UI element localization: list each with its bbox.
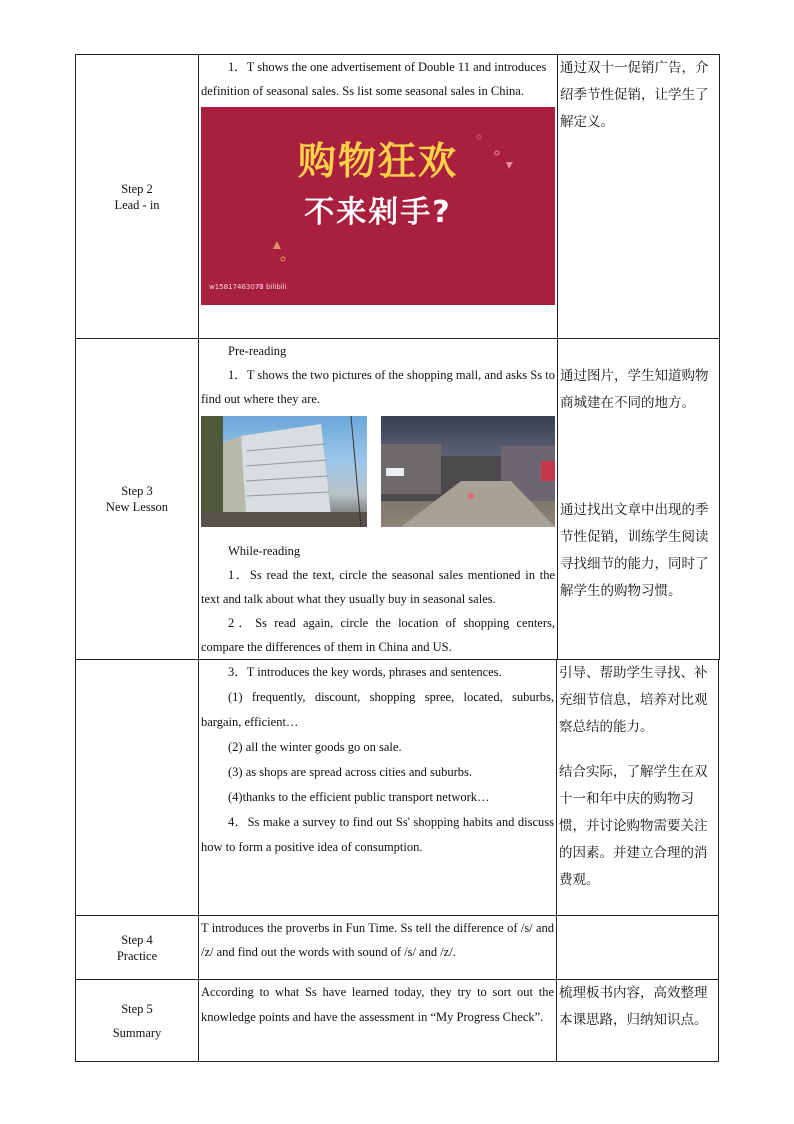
mall-photo-street xyxy=(201,416,367,527)
step5-content xyxy=(199,980,557,1062)
pre-reading-heading: Pre-reading xyxy=(228,344,287,358)
item3-sub4: (4)thanks to the efficient public transport network… xyxy=(228,790,490,804)
mall-photo-plaza xyxy=(381,416,555,527)
mall-photos xyxy=(201,416,555,527)
step3-note1: 通过图片，学生知道购物商城建在不同的地方。 xyxy=(560,368,709,411)
step4-label: Step 4 xyxy=(121,932,153,947)
banner-line1: 购物狂欢 xyxy=(297,139,458,183)
item3-sub2: (2) all the winter goods go on sale. xyxy=(228,740,402,754)
step3-cont-cell xyxy=(76,660,199,916)
mall-photo-plaza-drawing xyxy=(381,416,555,527)
while-reading-item1: 1．Ss read the text, circle the seasonal sales mentioned in the text and talk about what they usually buy in seasonal sales. xyxy=(201,568,555,606)
step5-stage: Summary xyxy=(112,1025,162,1040)
step3-content xyxy=(199,339,558,660)
lesson-plan-table-bottom xyxy=(75,659,719,1062)
step2-row xyxy=(76,55,720,339)
step2-label: Step 2 xyxy=(121,181,153,196)
step5-note: 梳理板书内容，高效整理本课思路，归纳知识点。 xyxy=(557,980,719,1062)
lesson-plan-table-top xyxy=(75,54,720,660)
step3-cont-note1: 引导、帮助学生寻找、补充细节信息，培养对比观察总结的能力。 xyxy=(559,665,708,735)
step2-content xyxy=(199,55,558,339)
step4-content xyxy=(199,916,557,980)
while-reading-item2: 2．Ss read again, circle the location of shopping centers, compare the differences of them in China and US. xyxy=(201,616,555,654)
pre-reading-item: 1．T shows the two pictures of the shopping mall, and asks Ss to find out where they are. xyxy=(201,368,555,406)
step2-item1: 1．T shows the one advertisement of Double 11 and introduces definition of seasonal sales. Ss list some seasonal sales in China. xyxy=(201,60,547,98)
step2-note: 通过双十一促销广告，介绍季节性促销，让学生了解定义。 xyxy=(558,55,720,339)
step3-cont-note2: 结合实际，了解学生在双十一和年中庆的购物习惯，并讨论购物需要关注的因素。并建立合理的消费观。 xyxy=(559,764,708,888)
while-reading-heading: While-reading xyxy=(228,544,301,558)
step5-row xyxy=(76,980,719,1062)
step3-cont-notes xyxy=(557,660,719,916)
step3-note2: 通过找出文章中出现的季节性促销，训练学生阅读寻找细节的能力，同时了解学生的购物习惯。 xyxy=(560,502,709,599)
item3-sub1: (1) frequently, discount, shopping spree, located, suburbs, bargain, efficient… xyxy=(201,690,554,729)
step2-cell xyxy=(76,55,199,339)
step3-label: Step 3 xyxy=(121,484,153,498)
step2-stage: Lead - in xyxy=(114,197,160,212)
item3: 3．T introduces the key words, phrases and sentences. xyxy=(228,665,502,679)
banner-line2: 不来剁手? xyxy=(304,195,452,230)
mall-photo-street-drawing xyxy=(201,416,367,527)
step4-stage: Practice xyxy=(116,948,158,963)
item3-sub3: (3) as shops are spread across cities and suburbs. xyxy=(228,765,473,779)
step4-row xyxy=(76,916,719,980)
item4: 4．Ss make a survey to find out Ss' shopping habits and discuss how to form a positive idea of consumption. xyxy=(201,815,554,854)
step5-label: Step 5 xyxy=(121,1001,153,1016)
step4-text: T introduces the proverbs in Fun Time. Ss tell the difference of /s/ and /z/ and find out the words with sound of /s/ and /z/. xyxy=(201,921,554,959)
banner-watermark: w15817463073 bilibili xyxy=(209,283,287,291)
step5-cell xyxy=(76,980,199,1062)
step4-cell xyxy=(76,916,199,980)
step3-cont-row xyxy=(76,660,719,916)
step4-note xyxy=(557,916,719,980)
step3-cell xyxy=(76,339,199,660)
double11-ad-image xyxy=(201,107,555,305)
step5-text: According to what Ss have learned today, they try to sort out the knowledge points and have the assessment in “My Progress Check”. xyxy=(201,985,554,1024)
step3-row xyxy=(76,339,720,660)
step3-notes xyxy=(558,339,720,660)
step3-cont-content xyxy=(199,660,557,916)
step3-stage: New Lesson xyxy=(105,500,169,514)
